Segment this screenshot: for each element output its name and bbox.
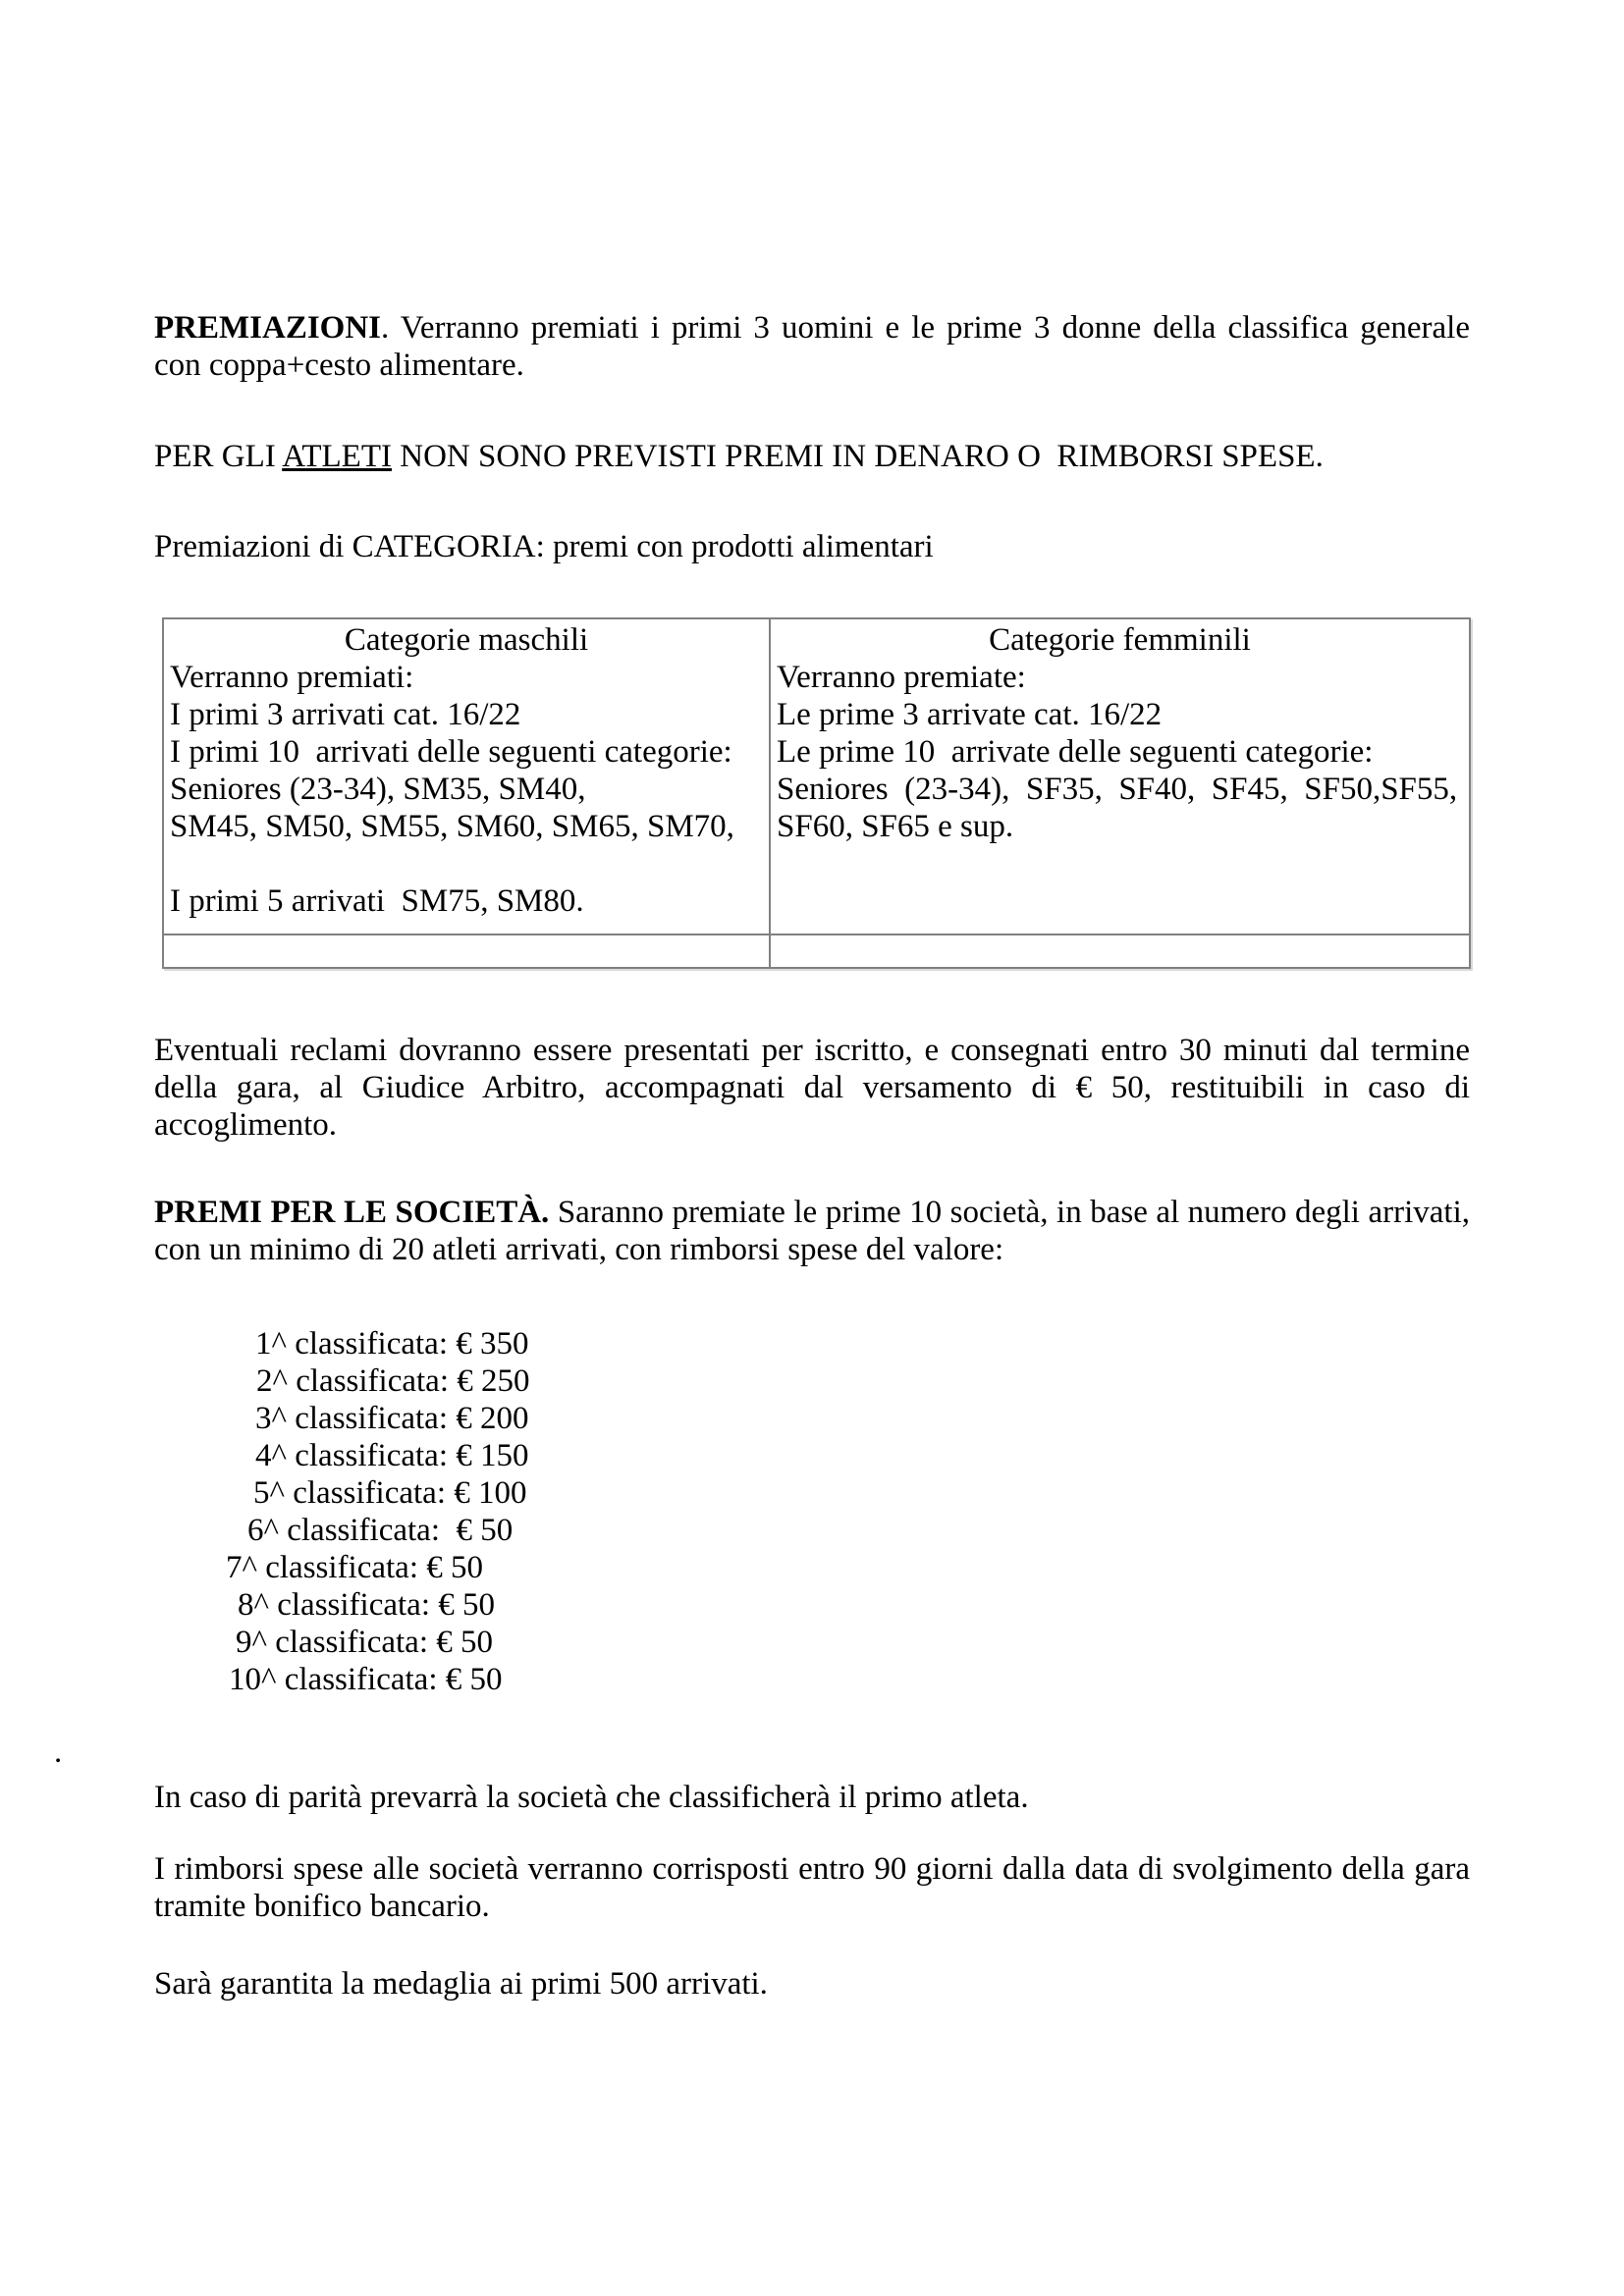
- rimborsi-line-2: tramite bonifico bancario.: [154, 1889, 490, 1924]
- female-line: Verranno premiate:: [777, 660, 1026, 695]
- empty-cell-male: [163, 934, 770, 968]
- reclami-line-2: della gara, al Giudice Arbitro, accompagnati dal versamento di € 50, restituibili in caso di: [154, 1070, 1470, 1105]
- category-table: [162, 617, 1471, 969]
- male-line-empty: [170, 845, 763, 882]
- paragraph-parita: [154, 1779, 1529, 1816]
- premiazioni-line-1-rest: . Verranno premiati i primi 3 uomini e le prime 3 donne della classifica generale: [381, 310, 1470, 346]
- male-categories-cell: [163, 618, 770, 934]
- premi-societa-heading-bold: PREMI PER LE SOCIETÀ.: [154, 1195, 550, 1230]
- parita-line: In caso di parità prevarrà la società che classificherà il primo atleta.: [154, 1780, 1029, 1815]
- prize-list: [154, 1325, 1234, 1698]
- categoria-line: Premiazioni di CATEGORIA: premi con prodotti alimentari: [154, 529, 934, 564]
- prize-list-item: 5^ classificata: € 100: [253, 1475, 527, 1511]
- female-line: Seniores (23-34), SF35, SF40, SF45, SF50,SF55,: [777, 772, 1458, 807]
- paragraph-rimborsi: [154, 1850, 1470, 1925]
- prize-list-item: 4^ classificata: € 150: [255, 1438, 529, 1473]
- prize-list-item: 2^ classificata: € 250: [256, 1363, 530, 1399]
- category-table-main-row: [163, 618, 1470, 934]
- male-line: I primi 3 arrivati cat. 16/22: [170, 697, 521, 732]
- premiazioni-line-2: con coppa+cesto alimentare.: [154, 347, 524, 383]
- stray-period: .: [54, 1735, 63, 1770]
- category-table-empty-row: [163, 934, 1470, 968]
- premiazioni-heading-bold: PREMIAZIONI: [154, 310, 382, 346]
- premi-societa-line-2: con un minimo di 20 atleti arrivati, con rimborsi spese del valore:: [154, 1232, 1004, 1267]
- atleti-underlined: ATLETI: [282, 439, 392, 474]
- male-line: Seniores (23-34), SM35, SM40,: [170, 772, 586, 807]
- male-line: I primi 10 arrivati delle seguenti categorie:: [170, 734, 732, 770]
- prize-list-item: 9^ classificata: € 50: [236, 1625, 493, 1660]
- paragraph-categoria: [154, 528, 1529, 565]
- paragraph-medaglia: [154, 1965, 1529, 2002]
- prize-list-item: 3^ classificata: € 200: [255, 1401, 529, 1436]
- premi-societa-line-1-rest: Saranno premiate le prime 10 società, in base al numero degli arrivati,: [549, 1195, 1470, 1230]
- female-line: Le prime 10 arrivate delle seguenti categorie:: [777, 734, 1374, 770]
- empty-cell-female: [770, 934, 1470, 968]
- atleti-line: [154, 438, 1529, 475]
- prize-list-item: 6^ classificata: € 50: [247, 1513, 514, 1548]
- premiazioni-line-1: [154, 309, 1470, 347]
- reclami-line-3: accoglimento.: [154, 1107, 338, 1143]
- female-header: Categorie femminili: [989, 622, 1251, 658]
- prize-list-item: 8^ classificata: € 50: [238, 1587, 495, 1623]
- reclami-line-1: Eventuali reclami dovranno essere presentati per iscritto, e consegnati entro 30 minuti dal termine: [154, 1033, 1470, 1068]
- prize-list-item: 7^ classificata: € 50: [226, 1550, 483, 1585]
- male-line: Verranno premiati:: [170, 660, 414, 695]
- paragraph-reclami: [154, 1032, 1470, 1144]
- atleti-pre: PER GLI: [154, 439, 283, 474]
- paragraph-premi-societa: [154, 1194, 1470, 1268]
- prize-list-item: 1^ classificata: € 350: [255, 1326, 529, 1362]
- male-line: I primi 5 arrivati SM75, SM80.: [170, 883, 584, 919]
- paragraph-premiazioni: [154, 309, 1470, 384]
- medaglia-line: Sarà garantita la medaglia ai primi 500 arrivati.: [154, 1966, 768, 2002]
- male-header: Categorie maschili: [344, 622, 589, 658]
- paragraph-atleti: [154, 438, 1529, 475]
- rimborsi-line-1: I rimborsi spese alle società verranno corrisposti entro 90 giorni dalla data di svolgimento della gara: [154, 1851, 1470, 1887]
- atleti-post: NON SONO PREVISTI PREMI IN DENARO O RIMBORSI SPESE.: [391, 439, 1324, 474]
- prize-list-item: 10^ classificata: € 50: [229, 1662, 503, 1697]
- premi-societa-line-1: [154, 1194, 1470, 1231]
- female-line: SF60, SF65 e sup.: [777, 809, 1014, 844]
- female-line: Le prime 3 arrivate cat. 16/22: [777, 697, 1163, 732]
- female-categories-cell: [770, 618, 1470, 934]
- male-line: SM45, SM50, SM55, SM60, SM65, SM70,: [170, 809, 734, 844]
